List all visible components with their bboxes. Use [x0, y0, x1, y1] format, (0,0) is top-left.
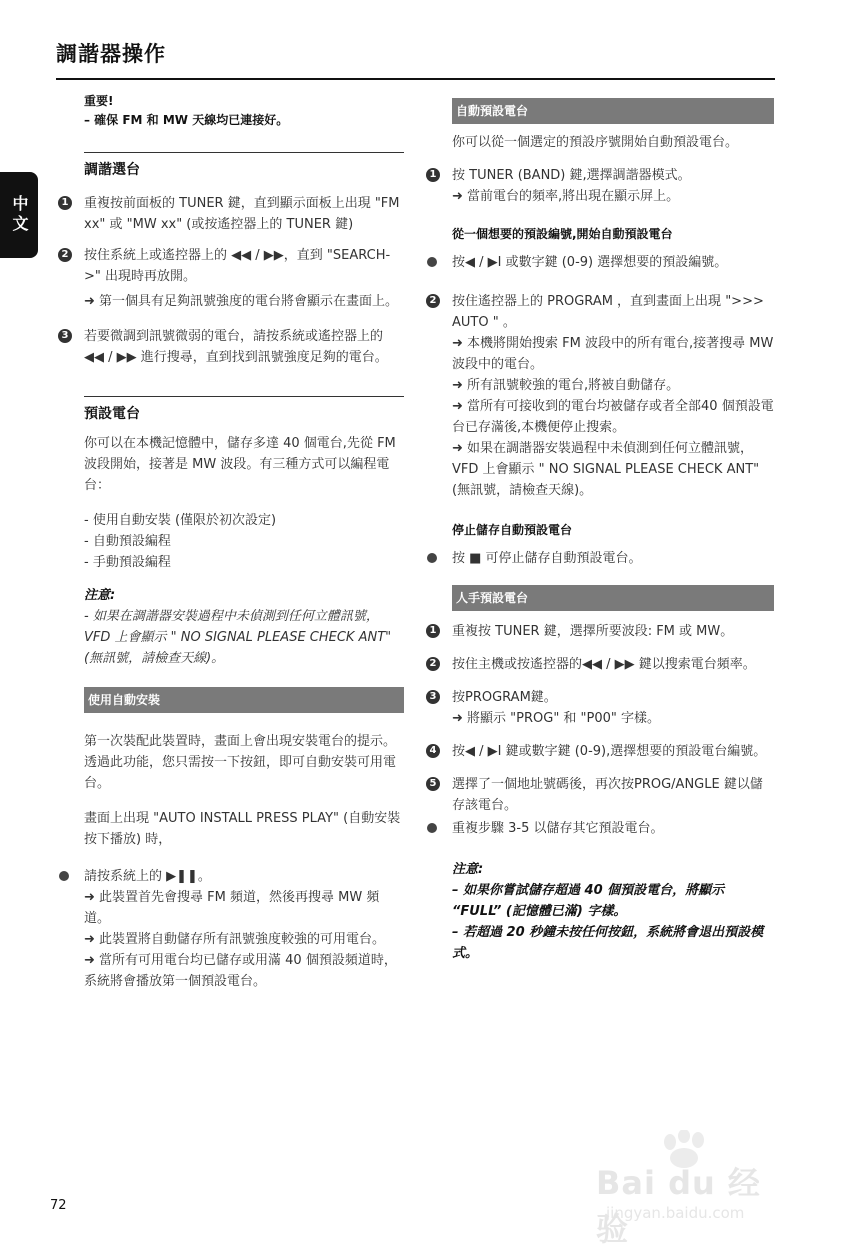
list-item: - 使用自動安裝 (僅限於初次設定) — [84, 513, 277, 528]
bullet-icon — [427, 553, 437, 563]
note-text: – 若超過 20 秒鐘未按任何按鈕，系統將會退出預設模式。 — [452, 925, 764, 961]
right-column — [429, 98, 774, 964]
watermark — [592, 1130, 792, 1248]
left-column — [61, 92, 404, 992]
bullet-icon — [427, 257, 437, 267]
note-label: 注意: — [84, 588, 116, 603]
result-line: ➜ 所有訊號較強的電台,將被自動儲存。 — [452, 378, 680, 393]
auto-install-paragraph: 畫面上出現 "AUTO INSTALL PRESS PLAY" (自動安裝按下播放) 時， — [84, 811, 401, 847]
page-title: 調諧器操作 — [56, 42, 166, 66]
list-item — [452, 548, 774, 569]
auto-preset-bar: 自動預設電台 — [452, 98, 774, 124]
from-preset-subheading: 從一個想要的預設編號,開始自動預設電台 — [452, 227, 673, 241]
list-item — [429, 621, 774, 642]
bullet-icon — [427, 823, 437, 833]
language-tab: 中文 — [0, 172, 38, 258]
watermark-url: jingyan.baidu.com — [606, 1204, 745, 1222]
list-item — [61, 193, 404, 235]
result-line: ➜ 如果在調諧器安裝過程中未偵測到任何立體訊號，VFD 上會顯示 " NO SIGNAL PLEASE CHECK ANT" (無訊號，請檢查天線)。 — [452, 441, 760, 498]
step-number: 1 — [426, 168, 440, 182]
result-line: ➜ 此裝置首先會搜尋 FM 頻道，然後再搜尋 MW 頻道。 — [84, 890, 380, 926]
bullet-text: 請按系統上的 ▶❚❚。 — [84, 869, 211, 884]
page-number: 72 — [50, 1198, 67, 1213]
bullet-icon — [59, 871, 69, 881]
auto-install-bar: 使用自動安裝 — [84, 687, 404, 713]
preset-options — [84, 510, 404, 573]
note-text: - 如果在調諧器安裝過程中未偵測到任何立體訊號，VFD 上會顯示 " NO SIGNAL PLEASE CHECK ANT" (無訊號，請檢查天線)。 — [84, 609, 392, 666]
list-item — [452, 818, 774, 839]
list-item — [429, 654, 774, 675]
bullet-text: 重複步驟 3-5 以儲存其它預設電台。 — [452, 821, 664, 836]
auto-preset-intro: 你可以從一個選定的預設序號開始自動預設電台。 — [452, 135, 739, 150]
preset-heading: 預設電台 — [84, 406, 140, 422]
step-number: 2 — [426, 294, 440, 308]
important-label: 重要! — [84, 94, 114, 108]
step-text: 按PROGRAM鍵。 — [452, 690, 557, 705]
list-item — [61, 326, 404, 368]
bullet-text: 按 ■ 可停止儲存自動預設電台。 — [452, 551, 642, 566]
auto-install-paragraph: 第一次裝配此裝置時，畫面上會出現安裝電台的提示。透過此功能，您只需按一下按鈕，即可自動安裝可用電台。 — [84, 734, 397, 791]
step-text: 重複按 TUNER 鍵，選擇所要波段: FM 或 MW。 — [452, 624, 734, 639]
step-number: 3 — [58, 329, 72, 343]
note-text: – 如果你嘗試儲存超過 40 個預設電台，將顯示 “FULL” (記憶體已滿) 字樣。 — [452, 883, 725, 919]
step-number: 2 — [426, 657, 440, 671]
important-text: – 確保 FM 和 MW 天線均已連接好。 — [84, 113, 289, 127]
manual-preset-bar: 人手預設電台 — [452, 585, 774, 611]
watermark-brand: Bai du 经验 — [596, 1164, 761, 1248]
bullet-text: 按◀ / ▶I 或數字鍵 (0-9) 選擇想要的預設編號。 — [452, 255, 728, 270]
list-item — [84, 866, 404, 992]
step-number: 1 — [58, 196, 72, 210]
note-label: 注意: — [452, 862, 484, 877]
result-line: ➜ 本機將開始搜索 FM 波段中的所有電台,接著搜尋 MW 波段中的電台。 — [452, 336, 774, 372]
step-text: 按 TUNER (BAND) 鍵,選擇調諧器模式。 — [452, 168, 691, 183]
section-divider — [84, 152, 404, 153]
stop-subheading: 停止儲存自動預設電台 — [452, 523, 573, 537]
step-result: ➜ 當前電台的頻率,將出現在顯示屏上。 — [452, 189, 680, 204]
list-item — [429, 291, 774, 501]
list-item — [429, 165, 774, 207]
tuning-heading: 調諧選台 — [84, 162, 140, 178]
step-number: 3 — [426, 690, 440, 704]
step-text: 若要微調到訊號微弱的電台，請按系統或遙控器上的 ◀◀ / ▶▶ 進行搜尋，直到找到訊號強度足夠的電台。 — [84, 329, 388, 365]
list-item — [429, 774, 774, 816]
result-line: ➜ 當所有可接收到的電台均被儲存或者全部40 個預設電台已存滿後,本機便停止搜索。 — [452, 399, 774, 435]
step-result: ➜ 第一個具有足夠訊號強度的電台將會顯示在畫面上。 — [84, 294, 399, 309]
list-item — [429, 687, 774, 708]
list-item — [61, 245, 404, 287]
step-text: 按住主機或按遙控器的◀◀ / ▶▶ 鍵以搜索電台頻率。 — [452, 657, 756, 672]
title-rule — [56, 78, 775, 80]
list-item: - 自動預設編程 — [84, 534, 171, 549]
step-result: ➜ 將顯示 "PROG" 和 "P00" 字樣。 — [452, 711, 661, 726]
result-line: ➜ 此裝置將自動儲存所有訊號強度較強的可用電台。 — [84, 932, 386, 947]
preset-intro: 你可以在本機記憶體中，儲存多達 40 個電台,先從 FM 波段開始，接著是 MW 波段。有三種方式可以編程電台： — [84, 436, 396, 493]
step-number: 4 — [426, 744, 440, 758]
step-text: 按住系統上或遙控器上的 ◀◀ / ▶▶，直到 "SEARCH->" 出現時再放開。 — [84, 248, 391, 284]
step-number: 5 — [426, 777, 440, 791]
step-number: 2 — [58, 248, 72, 262]
step-text: 選擇了一個地址號碼後，再次按PROG/ANGLE 鍵以儲存該電台。 — [452, 777, 763, 813]
list-item — [429, 741, 774, 762]
list-item: - 手動預設編程 — [84, 555, 171, 570]
step-text: 按◀ / ▶I 鍵或數字鍵 (0-9),選擇想要的預設電台編號。 — [452, 744, 767, 759]
section-divider — [84, 396, 404, 397]
tuning-steps — [61, 193, 404, 368]
list-item — [452, 252, 774, 273]
result-line: ➜ 當所有可用電台均已儲存或用滿 40 個預設頻道時，系統將會播放第一個預設電台。 — [84, 953, 397, 989]
step-number: 1 — [426, 624, 440, 638]
step-text: 按住遙控器上的 PROGRAM ，直到畫面上出現 ">>> AUTO " 。 — [452, 294, 764, 330]
step-text: 重複按前面板的 TUNER 鍵，直到顯示面板上出現 "FM xx" 或 "MW xx" (或按遙控器上的 TUNER 鍵) — [84, 196, 400, 232]
manual-steps — [429, 621, 774, 816]
